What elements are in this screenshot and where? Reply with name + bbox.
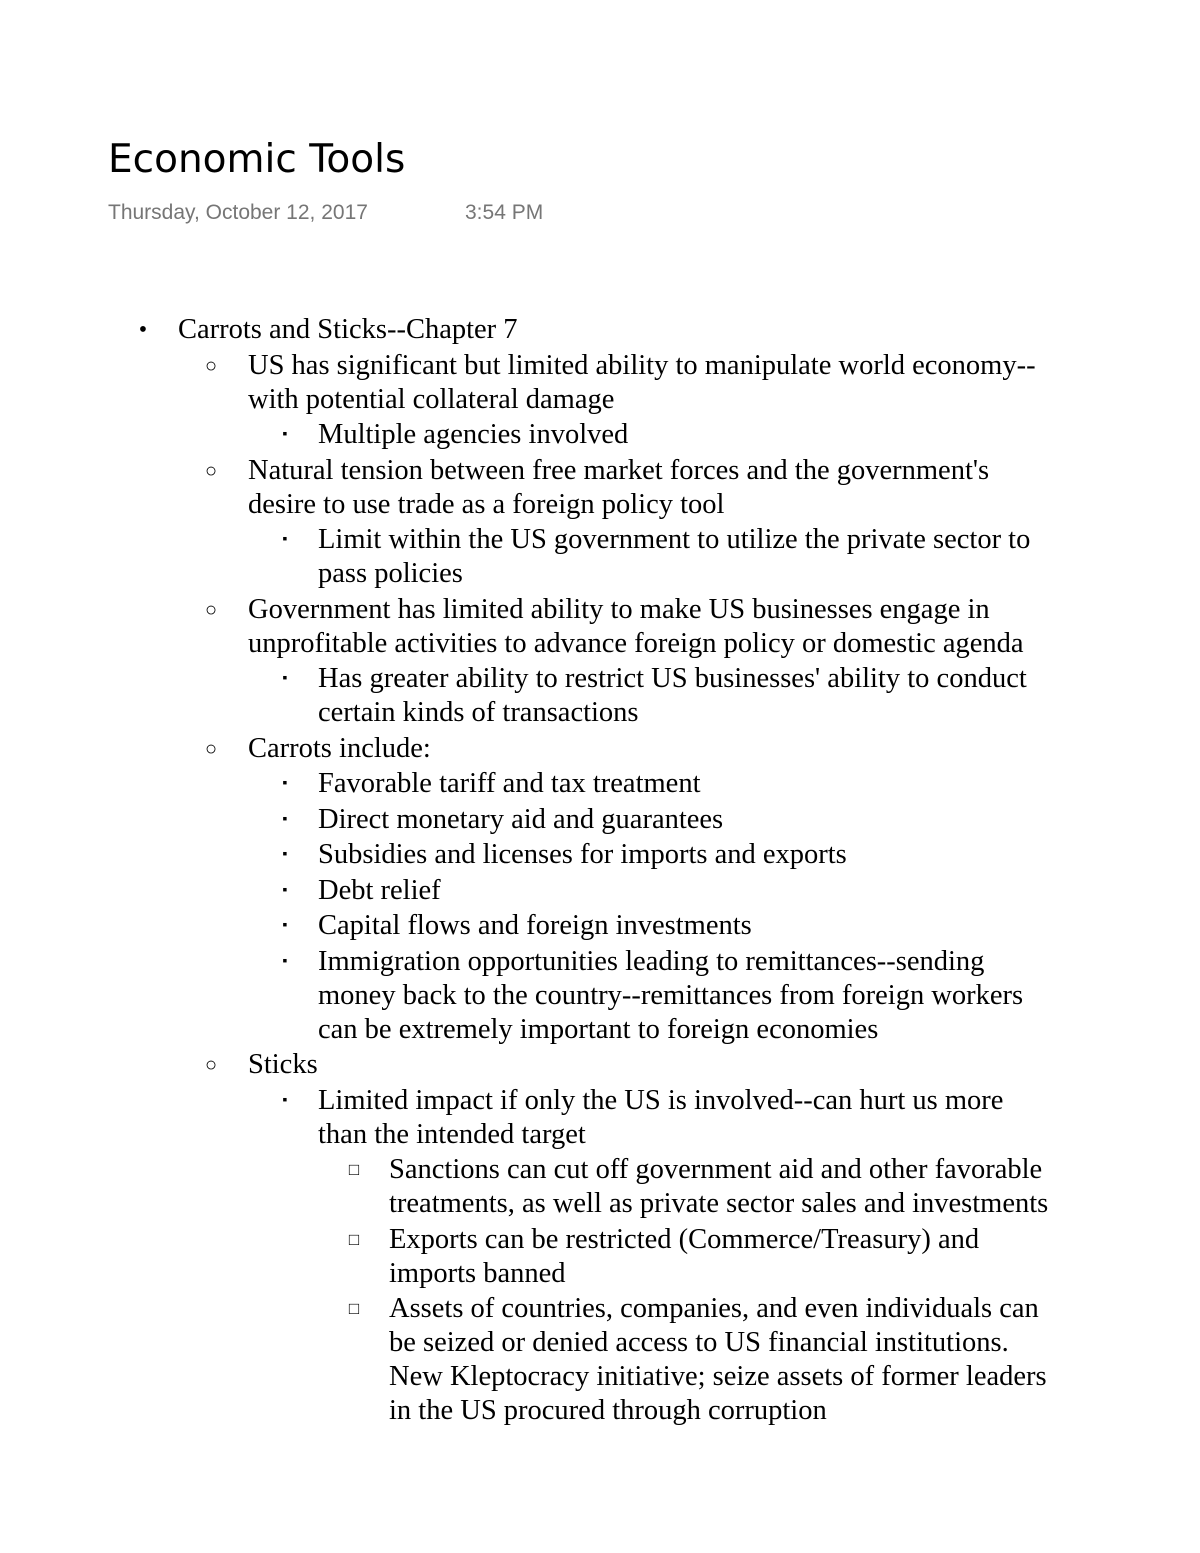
filled-square-bullet-icon: ▪ xyxy=(282,882,288,898)
hollow-circle-bullet-icon: ○ xyxy=(204,1054,218,1076)
outline-item-text: Capital flows and foreign investments xyxy=(318,910,752,941)
outline-item xyxy=(0,874,1200,910)
outline-item xyxy=(0,838,1200,874)
outline-item-text: Favorable tariff and tax treatment xyxy=(318,768,701,799)
outline-item-text: Carrots and Sticks--Chapter 7 xyxy=(178,314,518,345)
note-outline xyxy=(0,313,1200,1430)
filled-square-bullet-icon: ▪ xyxy=(282,532,288,547)
outline-item xyxy=(0,1292,1200,1430)
outline-item-text: Natural tension between free market forces and the government's desire to use trade as a foreign policy tool xyxy=(248,454,990,520)
outline-item-text: Assets of countries, companies, and even individuals can be seized or denied access to US financial institutions. New Kleptocracy initiative; seize assets of former leaders in the US procured through corruption xyxy=(389,1293,1047,1426)
page-date: Thursday, October 12, 2017 xyxy=(108,201,368,224)
filled-square-bullet-icon: ▪ xyxy=(282,811,288,827)
outline-item xyxy=(0,767,1200,803)
filled-square-bullet-icon: ▪ xyxy=(282,918,288,933)
outline-item-text: Sanctions can cut off government aid and other favorable treatments, as well as private sector sales and investments xyxy=(389,1154,1049,1219)
filled-circle-bullet-icon: • xyxy=(138,317,148,343)
hollow-circle-bullet-icon: ○ xyxy=(204,737,218,760)
outline-item-text: Limit within the US government to utilize the private sector to pass policies xyxy=(318,524,1031,589)
outline-item-text: Multiple agencies involved xyxy=(318,419,629,450)
outline-item-text: Carrots include: xyxy=(248,732,431,764)
filled-square-bullet-icon: ▪ xyxy=(282,953,288,969)
outline-item xyxy=(0,1153,1200,1223)
outline-item-text: Debt relief xyxy=(318,874,441,906)
hollow-circle-bullet-icon: ○ xyxy=(204,598,218,621)
outline-item xyxy=(0,593,1200,663)
hollow-circle-bullet-icon: ○ xyxy=(204,459,218,482)
hollow-square-bullet-icon: □ xyxy=(348,1160,360,1179)
outline-item-text: Sticks xyxy=(248,1049,318,1080)
hollow-circle-bullet-icon: ○ xyxy=(204,354,218,377)
page-time: 3:54 PM xyxy=(465,201,544,224)
hollow-square-bullet-icon: □ xyxy=(348,1229,360,1249)
outline-item xyxy=(0,662,1200,732)
outline-item-text: Direct monetary aid and guarantees xyxy=(318,803,724,835)
outline-item xyxy=(0,732,1200,768)
outline-item xyxy=(0,909,1200,945)
filled-square-bullet-icon: ▪ xyxy=(282,671,288,686)
outline-item xyxy=(0,349,1200,419)
outline-item xyxy=(0,523,1200,593)
outline-item xyxy=(0,418,1200,454)
outline-item-text: Subsidies and licenses for imports and exports xyxy=(318,839,847,870)
filled-square-bullet-icon: ▪ xyxy=(282,1092,288,1108)
outline-item-text: Immigration opportunities leading to remittances--sending money back to the country--remittances from foreign workers can be extremely important to foreign economies xyxy=(318,945,1024,1045)
outline-item-text: Government has limited ability to make US businesses engage in unprofitable activities to advance foreign policy or domestic agenda xyxy=(248,593,1024,659)
outline-item xyxy=(0,803,1200,839)
outline-item xyxy=(0,454,1200,524)
outline-item xyxy=(0,1048,1200,1084)
filled-square-bullet-icon: ▪ xyxy=(282,427,288,442)
page-title: Economic Tools xyxy=(108,137,406,182)
outline-item-text: Exports can be restricted (Commerce/Treasury) and imports banned xyxy=(389,1223,980,1289)
outline-item xyxy=(0,313,1200,349)
outline-item xyxy=(0,1223,1200,1293)
outline-item xyxy=(0,1084,1200,1154)
outline-item xyxy=(0,945,1200,1049)
hollow-square-bullet-icon: □ xyxy=(348,1299,360,1318)
outline-item-text: Limited impact if only the US is involved--can hurt us more than the intended target xyxy=(318,1084,1004,1150)
outline-item-text: US has significant but limited ability to manipulate world economy-- with potential collateral damage xyxy=(248,349,1036,415)
filled-square-bullet-icon: ▪ xyxy=(282,776,288,791)
outline-item-text: Has greater ability to restrict US businesses' ability to conduct certain kinds of transactions xyxy=(318,663,1027,728)
filled-square-bullet-icon: ▪ xyxy=(282,847,288,862)
